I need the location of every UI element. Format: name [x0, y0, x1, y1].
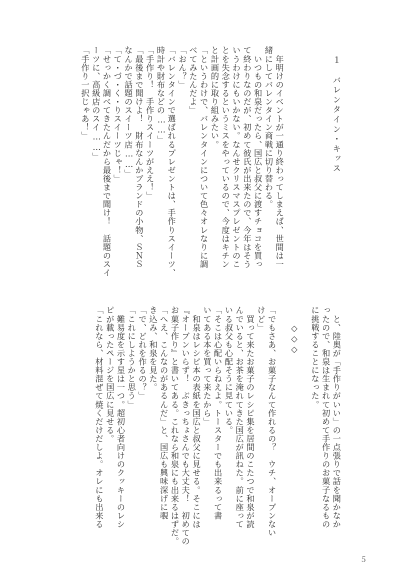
- text-line: 緒にしてバレンタイン商戦に切り替わる。: [264, 46, 275, 209]
- text-line: [299, 306, 310, 558]
- text-line: べてみたんだよ」: [188, 46, 199, 115]
- text-line: と、陸奥が「手作りがいい」の一点張りで話を聞かなか: [332, 306, 343, 529]
- text-line: なんかで話題のスイーツ店……」: [124, 46, 135, 178]
- text-line: 「せっかく調べてきたんだから最後まで聞け！ 話題のスイ: [102, 46, 113, 277]
- text-line: 年明けのイベントが一通り終わってしまえば、世間は一: [275, 46, 286, 269]
- lower-lines: [94, 306, 342, 558]
- text-line: き込み、和泉を見た。: [148, 306, 159, 392]
- text-line: 「最後まで聞けよ！ 財布なんかブランドの小物、ＳＮＳ: [134, 46, 145, 269]
- text-line: と計画的に取り組みたい。: [210, 46, 221, 149]
- text-line: て終わりなのだが、初めて彼氏が出来たので、今年はそう: [242, 46, 253, 269]
- text-line: 「そこは心配いらねえよ。トースターでも出来るって書: [213, 306, 224, 520]
- lower-text-block: [36, 306, 364, 558]
- text-line: 「バレンタインで選ばれるプレゼントは、手作りスイーツ、: [167, 46, 178, 277]
- text-line: 「おん？」: [178, 46, 189, 89]
- text-line: ピが載ったページを国広に見せる。: [105, 306, 116, 443]
- text-line: 「へえ、こんなのがあるんだ」と、国広も興味深げに覗: [159, 306, 170, 520]
- text-line: 「でもさあ、お菓子なんて作れるの？ ウチ、オーブンない: [267, 306, 278, 537]
- text-line: 和泉はレシピ本の表紙を国広と叔父に見せる。そこには: [192, 306, 203, 529]
- text-line: [278, 306, 289, 558]
- text-line: 難易度を示す星は一つ。超初心者向けのクッキーのレシ: [116, 306, 127, 529]
- text-line: いうわけにもいかない。なんせクリスマスプレゼントのこ: [232, 46, 243, 269]
- text-line: [285, 46, 296, 292]
- text-line: 「手作り！ 手作りスイーツがええ！」: [145, 46, 156, 200]
- page-number: ５: [360, 556, 367, 564]
- text-line: いる叔父も心配そうに見ている。: [224, 306, 235, 435]
- text-line: 『オーブンいらず！ ぶきっちょさんでも大丈夫！ 初めての: [181, 306, 192, 546]
- text-line: 「て・づ・く・りスイーツじゃ！」: [113, 46, 124, 183]
- text-line: けど」: [256, 306, 267, 332]
- text-line: 時計や財布などの……」: [156, 46, 167, 144]
- text-line: 買って来たお菓子のレシピ集を居間のこたつで和泉が読: [246, 306, 257, 529]
- text-line: 「これなら、材料混ぜて焼くだけだしよ。オレにも出来る: [94, 306, 105, 529]
- text-line: とを失念するというミスをやっているので、今度はキチン: [221, 46, 232, 269]
- text-line: に挑戦することになった。: [310, 306, 321, 409]
- text-line: いてある本を買って来たから」: [202, 306, 213, 426]
- text-line: ーツに、高級店のスイ……」: [91, 46, 102, 161]
- text-line: いつもの和泉だったら、国広と叔父に渡すチョコを買っ: [253, 46, 264, 269]
- text-line: お菓子作り』と書いてある。これなら和泉にも出来るはずだ。: [170, 306, 181, 546]
- text-line: 「で、どれを作るの？」: [138, 306, 149, 401]
- text-line: ったので、和泉は生まれて初めて手作りのお菓子なるもの: [321, 306, 332, 529]
- chapter-heading: １ バレンタイン・キッス: [332, 56, 343, 174]
- upper-text-block: [36, 46, 364, 292]
- text-line: 「というわけで、バレンタインについて色々オレなりに調: [199, 46, 210, 269]
- text-line: 「これにしようかと思う」: [127, 306, 138, 409]
- upper-lines: [80, 46, 296, 292]
- text-line: んでいると、お茶を淹れてきた国広が訊ねた。前に座って: [235, 306, 246, 529]
- text-line: 「手作り一択じゃあ！」: [80, 46, 91, 141]
- text-line: ◇◇◇: [289, 306, 300, 355]
